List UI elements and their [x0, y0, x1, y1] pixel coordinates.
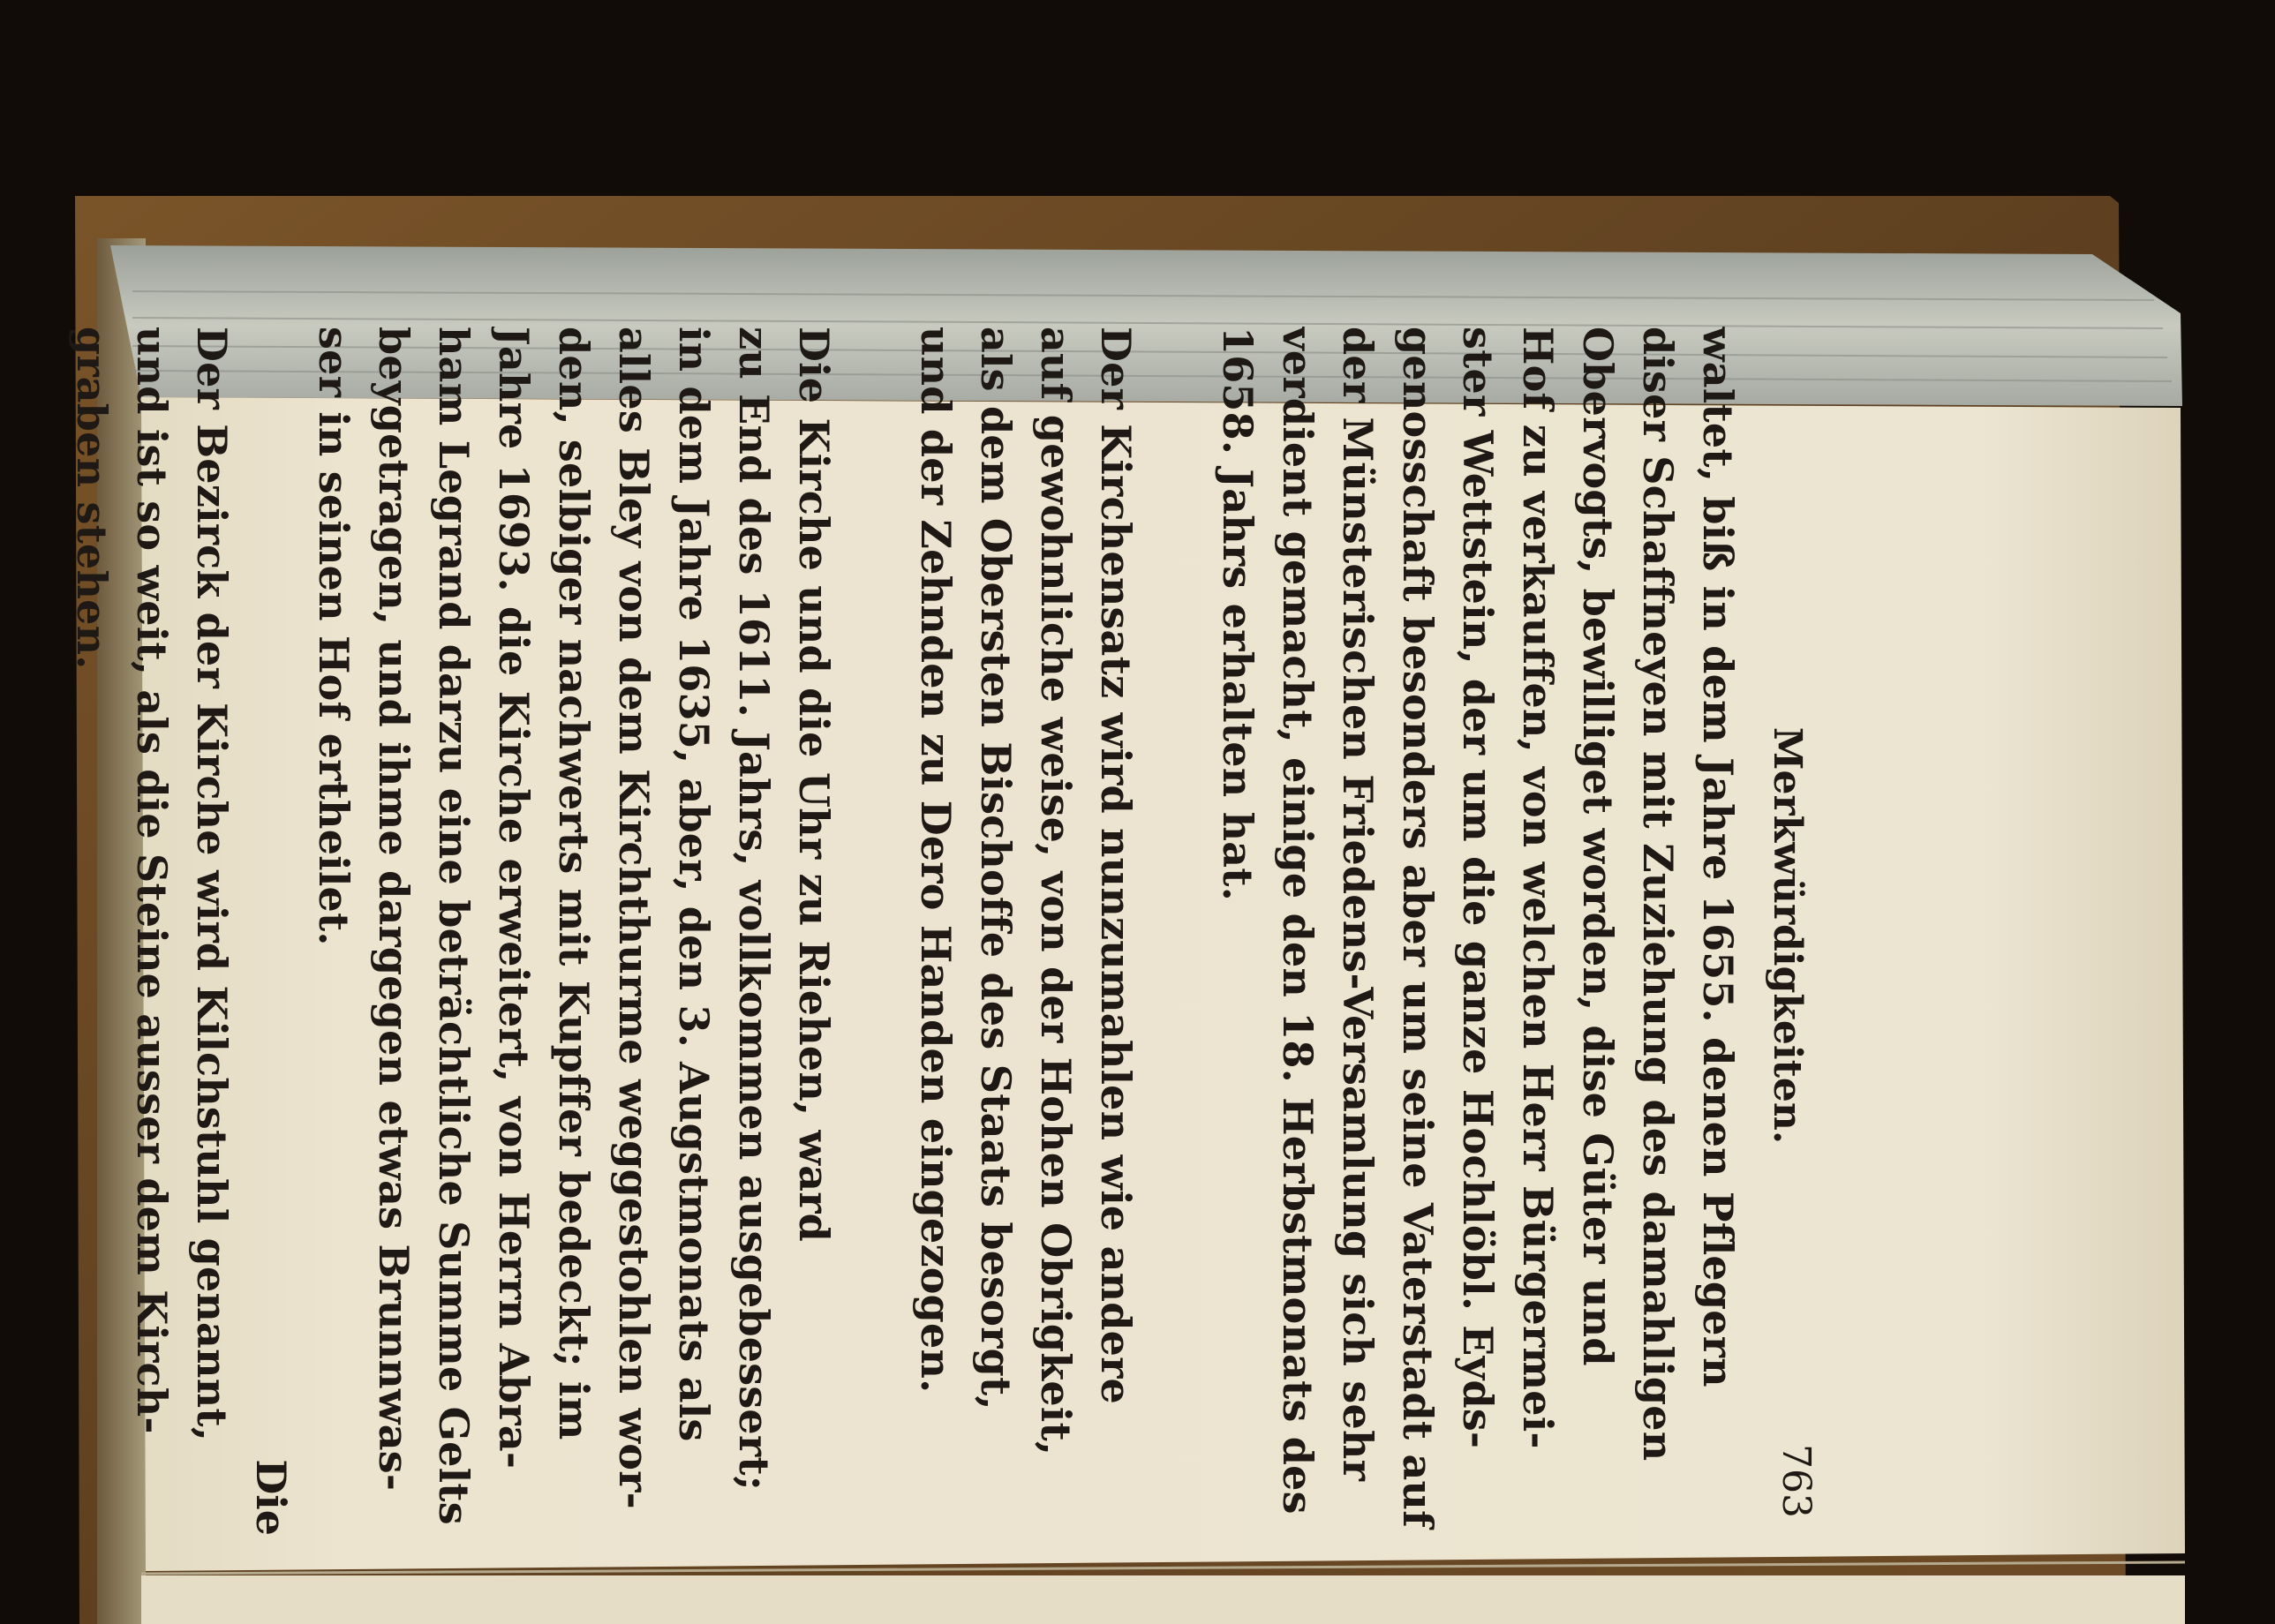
text-line: der Münsterischen Friedens-Versamlung sich sehr [1334, 327, 1382, 1482]
paragraph-4 [62, 327, 242, 1545]
running-head [1748, 327, 1819, 1545]
text-line: genosschaft besonders aber um seine Vaterstadt auf [1394, 327, 1442, 1529]
text-line: diser Schaffneyen mit Zuziehung des damahligen [1634, 327, 1682, 1462]
running-head-title: Merkwürdigkeiten. [1765, 726, 1810, 1145]
text-line: waltet, biß in dem Jahre 1655. denen Pflegern [1694, 327, 1742, 1387]
text-line: und der Zehnden zu Dero Handen eingezogen. [912, 327, 960, 1394]
text-line: graben stehen. [68, 327, 116, 670]
text-line: beygetragen, und ihme dargegen etwas Brunnwas- [370, 327, 418, 1492]
text-line: und ist so weit, als die Steine ausser dem Kirch- [128, 327, 176, 1434]
paragraph-1 [1208, 327, 1748, 1545]
text-line: als dem Obersten Bischoffe des Staats besorgt, [972, 327, 1020, 1410]
page-content [68, 327, 1819, 1545]
text-line: Obervogts, bewilliget worden, dise Güter und [1574, 327, 1622, 1366]
text-line: ham Legrand darzu eine beträchtliche Summe Gelts [430, 327, 478, 1525]
text-line: alles Bley von dem Kirchthurme weggestohlen wor- [610, 327, 658, 1509]
text-line: ster Wettstein, der um die ganze Hochlöbl. Eyds- [1454, 327, 1502, 1449]
text-line: Der Kirchensatz wird nunzumahlen wie andere [1092, 327, 1140, 1404]
text-line: ser in seinen Hof ertheilet. [310, 327, 358, 946]
text-line: Der Bezirck der Kirche wird Kilchstuhl genannt, [188, 327, 236, 1442]
text-line: Die Kirche und die Uhr zu Riehen, ward [790, 327, 838, 1243]
text-line: den, selbiger nachwerts mit Kupffer bedeckt; im [550, 327, 598, 1440]
text-line: zu End des 1611. Jahrs, vollkommen ausgebessert; [730, 327, 778, 1491]
text-line: 1658. Jahrs erhalten hat. [1214, 327, 1262, 901]
paragraph-2 [906, 327, 1146, 1545]
text-line: in dem Jahre 1635, aber, den 3. Augstmonats als [670, 327, 718, 1442]
text-line: verdient gemacht, einige den 18. Herbstmonats des [1274, 327, 1322, 1515]
catchword: Die [247, 1459, 295, 1536]
text-line: auf gewohnliche weise, von der Hohen Obrigkeit, [1032, 327, 1080, 1456]
text-line: Hof zu verkauffen, von welchen Herr Bürgermei- [1514, 327, 1562, 1449]
text-line: Jahre 1693. die Kirche erweitert, von Herrn Abra- [490, 327, 538, 1470]
page-number: 763 [1774, 1444, 1819, 1518]
paragraph-3 [304, 327, 844, 1545]
facing-page [141, 1575, 2185, 1624]
